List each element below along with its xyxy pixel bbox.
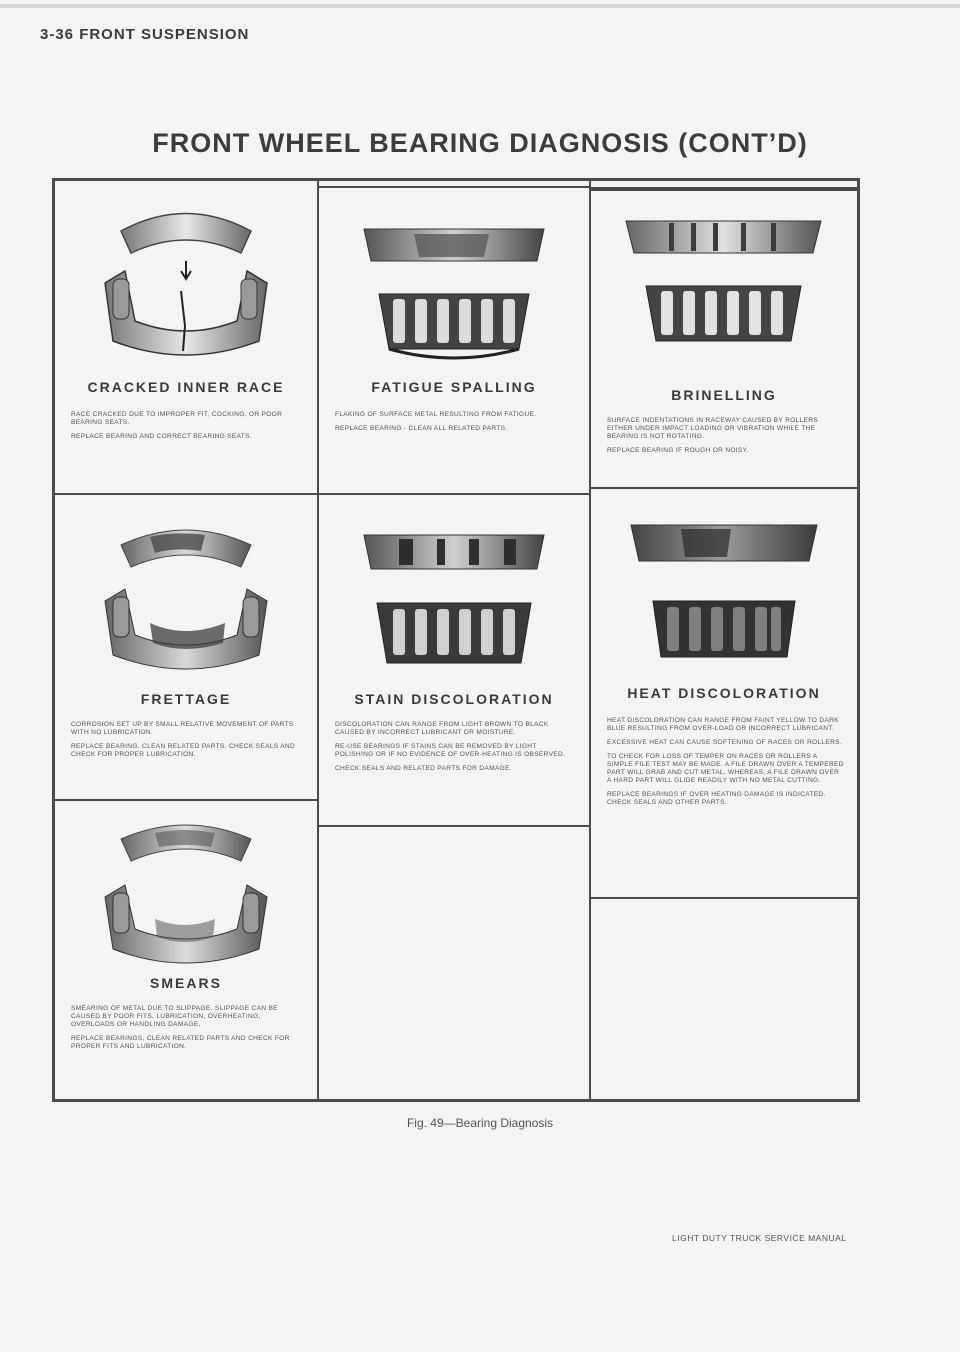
cracked-inner-race-heading: CRACKED INNER RACE <box>87 379 285 395</box>
cell-smears <box>55 801 317 1099</box>
heat-discoloration-heading: HEAT DISCOLORATION <box>627 685 821 701</box>
brinelling-cause: SURFACE INDENTATIONS IN RACEWAY CAUSED BY ROLLERS EITHER UNDER IMPACT LOADING OR VIBRATION WHILE THE BEARING IS NOT ROTATING. <box>607 417 818 440</box>
stain-discoloration-cause: DISCOLORATION CAN RANGE FROM LIGHT BROWN TO BLACK CAUSED BY INCORRECT LUBRICANT OR MOISTURE. <box>335 721 549 736</box>
cracked-inner-race-remedy: REPLACE BEARING AND CORRECT BEARING SEATS. <box>71 433 252 440</box>
cracked-inner-race-text <box>71 411 305 447</box>
figure-caption: Fig. 49—Bearing Diagnosis <box>406 1116 554 1130</box>
cell-brinelling <box>591 191 857 487</box>
page-header: 3-36 FRONT SUSPENSION <box>40 26 250 43</box>
empty-cell <box>591 899 857 1099</box>
fatigue-spalling-image <box>319 199 589 379</box>
smears-text <box>71 1005 305 1057</box>
heat-discoloration-effect: EXCESSIVE HEAT CAN CAUSE SOFTENING OF RACES OR ROLLERS. <box>607 739 842 746</box>
fatigue-spalling-heading: FATIGUE SPALLING <box>371 379 537 395</box>
frettage-image <box>55 505 317 685</box>
heat-discoloration-image <box>591 501 857 681</box>
diagnosis-grid <box>52 178 860 1102</box>
brinelling-remedy: REPLACE BEARING IF ROUGH OR NOISY. <box>607 447 749 454</box>
smears-remedy: REPLACE BEARINGS, CLEAN RELATED PARTS AND CHECK FOR PROPER FITS AND LUBRICATION. <box>71 1035 290 1050</box>
fatigue-spalling-text <box>335 411 577 439</box>
smears-heading: SMEARS <box>150 975 222 991</box>
frettage-remedy: REPLACE BEARING. CLEAN RELATED PARTS. CHECK SEALS AND CHECK FOR PROPER LUBRICATION. <box>71 743 296 758</box>
cell-heat-discoloration <box>591 489 857 897</box>
heat-discoloration-remedy: REPLACE BEARINGS IF OVER HEATING DAMAGE IS INDICATED. CHECK SEALS AND OTHER PARTS. <box>607 791 826 806</box>
manual-footer: LIGHT DUTY TRUCK SERVICE MANUAL <box>672 1233 847 1243</box>
cell-frettage <box>55 495 317 799</box>
heat-discoloration-file-test: TO CHECK FOR LOSS OF TEMPER ON RACES OR ROLLERS A SIMPLE FILE TEST MAY BE MADE. A FILE DRAWN OVER A TEMPERED PART WILL GRAB AND CUT METAL, WHEREAS, A FILE DRAWN OVER A HARD PART WILL GLIDE READILY WITH NO METAL CUTTING. <box>607 753 844 784</box>
smears-image <box>55 807 317 977</box>
top-rule <box>0 4 960 8</box>
stain-discoloration-reuse: RE-USE BEARINGS IF STAINS CAN BE REMOVED BY LIGHT POLISHING OR IF NO EVIDENCE OF OVER-HEATING IS OBSERVED. <box>335 743 566 758</box>
stain-discoloration-text <box>335 721 577 779</box>
cell-fatigue-spalling <box>319 181 589 493</box>
page-title: FRONT WHEEL BEARING DIAGNOSIS (CONT’D) <box>152 128 808 158</box>
heat-discoloration-text <box>607 717 845 813</box>
smears-cause: SMEARING OF METAL DUE TO SLIPPAGE. SLIPPAGE CAN BE CAUSED BY POOR FITS, LUBRICATION, OVERHEATING, OVERLOADS OR HANDLING DAMAGE. <box>71 1005 278 1028</box>
stain-discoloration-heading: STAIN DISCOLORATION <box>354 691 554 707</box>
brinelling-heading: BRINELLING <box>671 387 777 403</box>
stain-discoloration-check: CHECK SEALS AND RELATED PARTS FOR DAMAGE. <box>335 765 512 772</box>
cracked-inner-race-cause: RACE CRACKED DUE TO IMPROPER FIT, COCKING, OR POOR BEARING SEATS. <box>71 411 283 426</box>
cracked-bearing-image <box>55 191 317 381</box>
brinelling-text <box>607 417 845 461</box>
stain-discoloration-image <box>319 513 589 693</box>
frettage-heading: FRETTAGE <box>140 691 232 707</box>
heat-discoloration-cause: HEAT DISCOLORATION CAN RANGE FROM FAINT YELLOW TO DARK BLUE RESULTING FROM OVER-LOAD OR INCORRECT LUBRICANT. <box>607 717 839 732</box>
cell-stain-discoloration <box>319 495 589 825</box>
frettage-cause: CORROSION SET UP BY SMALL RELATIVE MOVEMENT OF PARTS WITH NO LUBRICATION. <box>71 721 294 736</box>
cell-cracked-inner-race <box>55 181 317 493</box>
brinelling-image <box>591 201 857 371</box>
fatigue-spalling-remedy: REPLACE BEARING - CLEAN ALL RELATED PARTS. <box>335 425 508 432</box>
fatigue-spalling-cause: FLAKING OF SURFACE METAL RESULTING FROM FATIGUE. <box>335 411 537 418</box>
empty-cell <box>319 827 589 1099</box>
frettage-text <box>71 721 305 765</box>
